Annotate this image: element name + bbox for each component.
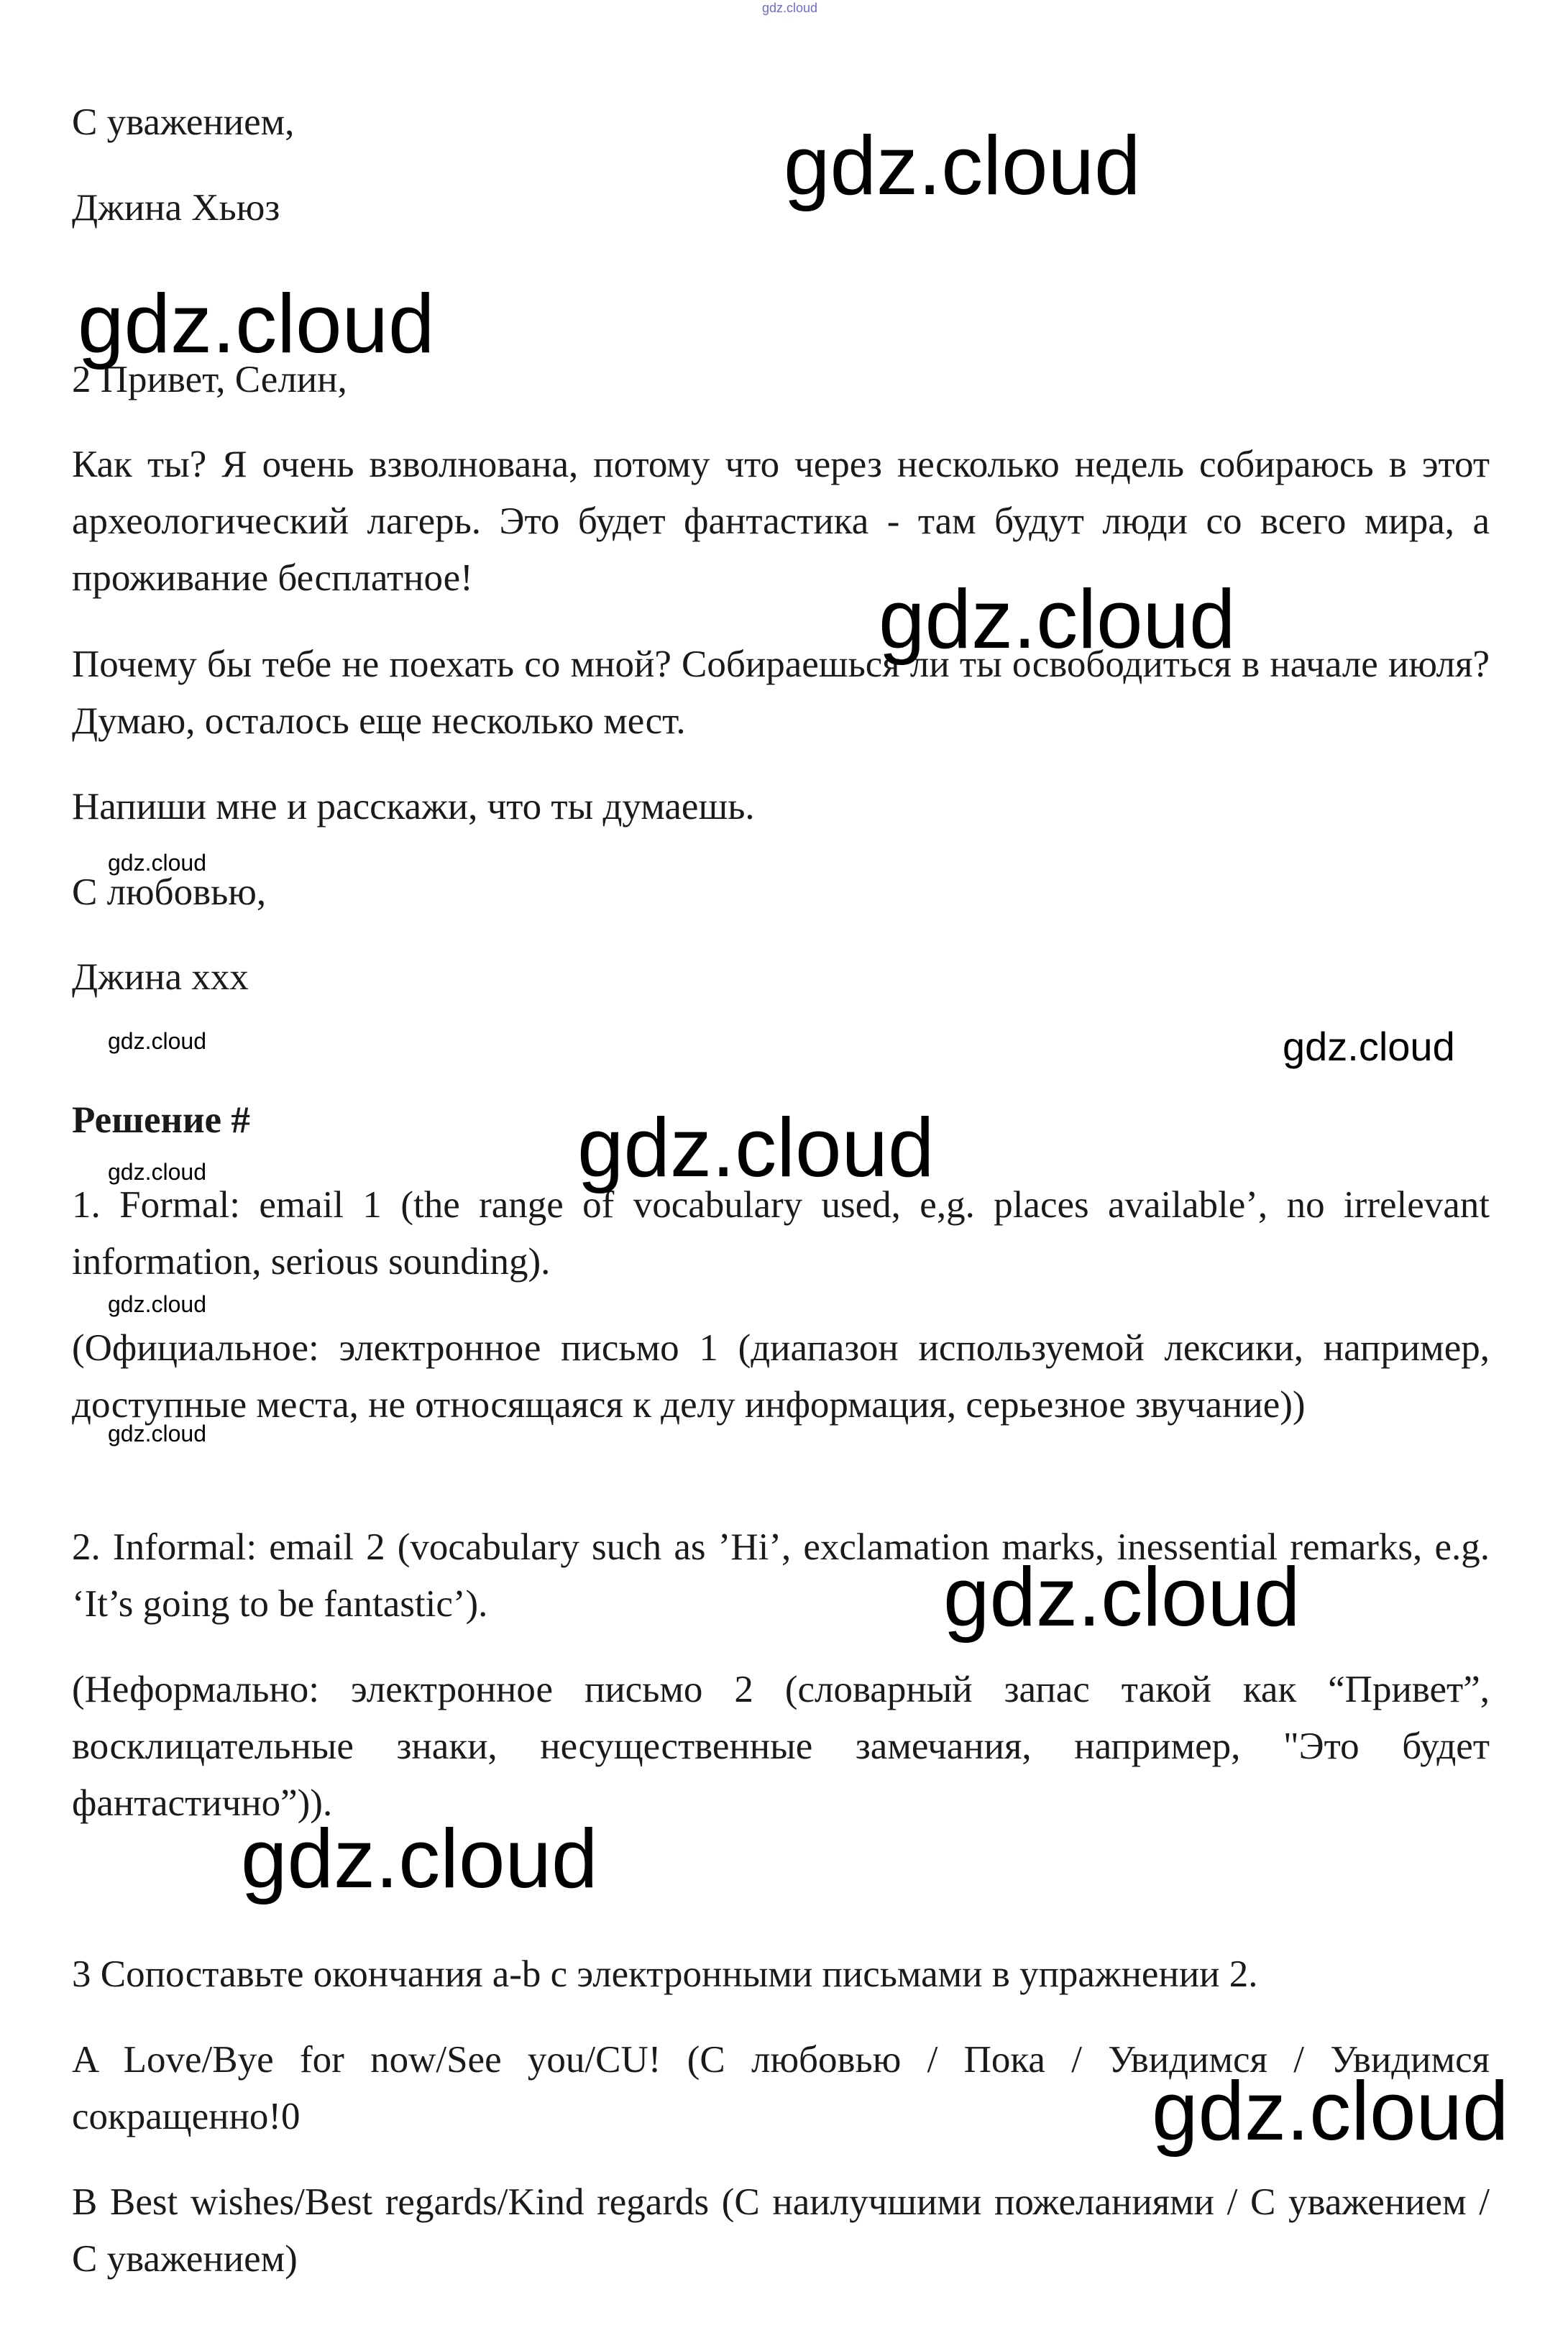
watermark-1: gdz.cloud <box>784 119 1141 212</box>
watermark-13: gdz.cloud <box>1152 2064 1509 2158</box>
solution-item-2: 2. Informal: email 2 (vocabulary such as ’Hi’, exclamation marks, inessential remarks, e.g. ‘It’s going to be fantastic’). <box>72 1526 1490 1625</box>
letter2-paragraph-3: Напиши мне и расскажи, что ты думаешь. <box>72 786 755 828</box>
watermark-10: gdz.cloud <box>108 1421 206 1447</box>
watermark-2: gdz.cloud <box>78 277 435 370</box>
watermark-4: gdz.cloud <box>108 850 206 876</box>
watermark-9: gdz.cloud <box>108 1291 206 1317</box>
task3-ending-b: B Best wishes/Best regards/Kind regards (С наилучшими пожеланиями / С уважением / С уважением) <box>72 2181 1490 2280</box>
solution-item-1-translation: (Официальное: электронное письмо 1 (диапазон используемой лексики, например, доступные места, не относящаяся к делу информация, серьезное звучание)) <box>72 1327 1490 1426</box>
task3-ending-a: A Love/Bye for now/See you/CU! (С любовью / Пока / Увидимся / Увидимся сокращенно!0 <box>72 2039 1490 2137</box>
letter2-signature: Джина ххх <box>72 956 249 998</box>
watermark-8: gdz.cloud <box>108 1159 206 1185</box>
solution-heading: Решение # <box>72 1099 250 1141</box>
watermark-top: gdz.cloud <box>762 1 818 15</box>
letter2-greeting: 2 Привет, Селин, <box>72 359 347 400</box>
watermark-7: gdz.cloud <box>577 1101 935 1194</box>
letter2-paragraph-2: Почему бы тебе не поехать со мной? Собираешься ли ты освободиться в начале июля? Думаю, осталось еще несколько мест. <box>72 643 1490 742</box>
letter1-closing: С уважением, <box>72 101 295 143</box>
watermark-5: gdz.cloud <box>108 1028 206 1054</box>
letter2-closing: С любовью, <box>72 871 267 913</box>
watermark-12: gdz.cloud <box>241 1812 598 1905</box>
watermark-6: gdz.cloud <box>1283 1024 1455 1069</box>
task3-title: 3 Сопоставьте окончания a-b с электронными письмами в упражнении 2. <box>72 1953 1258 1995</box>
solution-item-1: 1. Formal: email 1 (the range of vocabulary used, e,g. places available’, no irrelevant information, serious sounding). <box>72 1184 1490 1283</box>
letter1-signature: Джина Хьюз <box>72 187 280 229</box>
solution-item-2-translation: (Неформально: электронное письмо 2 (словарный запас такой как “Привет”, восклицательные знаки, несущественные замечания, например, "Это будет фантастично”)). <box>72 1669 1490 1824</box>
letter2-paragraph-1: Как ты? Я очень взволнована, потому что через несколько недель собираюсь в этот археологический лагерь. Это будет фантастика - там будут люди со всего мира, а проживание бесплатное! <box>72 444 1490 599</box>
watermark-3: gdz.cloud <box>879 572 1236 666</box>
watermark-11: gdz.cloud <box>943 1550 1301 1644</box>
